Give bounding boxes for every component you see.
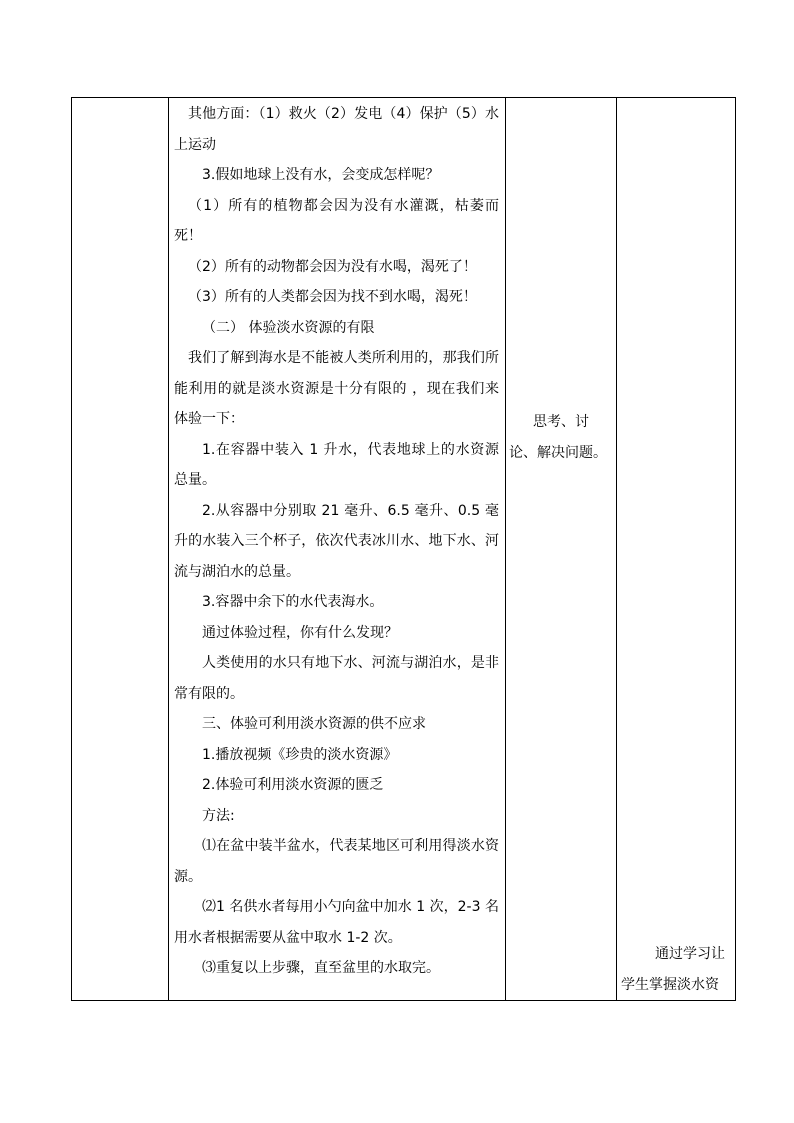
design-intent-text: 通过学习让学生掌握淡水资 <box>621 946 725 993</box>
content-line: 3.假如地球上没有水，会变成怎样呢？ <box>202 167 440 183</box>
content-paragraph: 1.在容器中装入 1 升水，代表地球上的水资源总量。 <box>174 441 499 488</box>
lesson-plan-table <box>71 97 736 1001</box>
content-line: （2）所有的动物都会因为没有水喝，渴死了！ <box>188 258 477 275</box>
content-line: 1.播放视频《珍贵的淡水资源》 <box>202 746 398 763</box>
section-heading: 三、体验可利用淡水资源的供不应求 <box>202 716 426 732</box>
stage-cell <box>72 98 169 1001</box>
content-paragraph: 我们了解到海水是不能被人类所利用的，那我们所能利用的就是淡水资源是十分有限的 ，现在我们来体验一下： <box>174 350 499 427</box>
content-line: 其他方面：（1）救火（2）发电（4）保护（5）水上运动 <box>174 106 499 153</box>
content-line: ⑶重复以上步骤，直至盆里的水取完。 <box>202 960 440 976</box>
section-heading: （二） 体验淡水资源的有限 <box>202 319 375 336</box>
content-line: 3.容器中余下的水代表海水。 <box>202 594 384 610</box>
content-paragraph: ⑵1 名供水者每用小勺向盆中加水 1 次，2-3 名用水者根据需要从盆中取水 1-2 次。 <box>174 899 499 946</box>
content-line: （3）所有的人类都会因为找不到水喝，渴死！ <box>188 289 477 305</box>
table-row <box>72 98 736 1001</box>
content-paragraph: 2.从容器中分别取 21 毫升、6.5 毫升、0.5 毫升的水装入三个杯子，依次代表冰川水、地下水、河流与湖泊水的总量。 <box>174 502 499 580</box>
content-paragraph: 人类使用的水只有地下水、河流与湖泊水，是非常有限的。 <box>174 655 499 702</box>
student-activity-text: 思考、讨论、解决问题。 <box>509 414 607 461</box>
content-paragraph: ⑴在盆中装半盆水，代表某地区可利用得淡水资源。 <box>174 838 499 885</box>
content-line: （1）所有的植物都会因为没有水灌溉，枯萎而死！ <box>174 197 499 244</box>
design-intent-cell <box>617 98 736 1001</box>
student-activity-cell <box>506 98 617 1001</box>
content-line: 2.体验可利用淡水资源的匮乏 <box>202 777 384 793</box>
content-line: 方法: <box>202 807 235 824</box>
content-line: 通过体验过程，你有什么发现？ <box>202 624 398 641</box>
teaching-content-cell <box>169 98 506 1001</box>
